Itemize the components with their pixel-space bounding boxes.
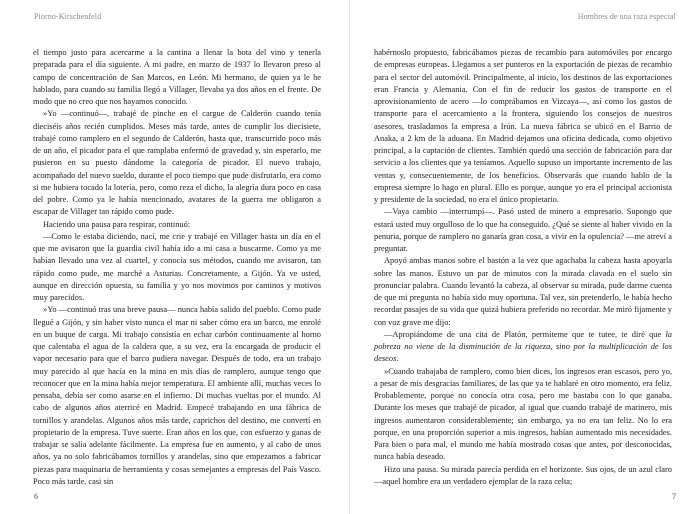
paragraph: el tiempo justo para acercarme a la cantina a llenar la bota del vino y tenerla preparada para el día siguiente. A mi padre, en marzo de 1937 lo llevaron preso al campo de concentración de San Marcos, en León. Mi hermano, de quien ya le he hablado, para cuando su familia llegó a Villager, llevaba ya dos años en el frente. De modo que no creo que nos hayamos conocido. [33,48,321,106]
running-header-title: Hombres de una raza especial [577,12,676,21]
right-page-body [374,47,672,488]
paragraph: »Cuando trabajaba de ramplero, como bien dices, los ingresos eran escasos, pero yo, a pesar de mis desgracias familiares, de las que ya te hablaré en otro momento, era feliz. Probablemente, porque no conocía otra cosa, pero me bastaba con lo que ganaba. Durante los meses que trabajé de picador, al igual que cuando trabajé de marinero, mis ingresos aumentaron considerablemente; sin embargo, ya no era tan feliz. No lo era porque, en una proporción superior a mis ingresos, habían aumentado mis necesidades. Para bien o para mal, el mundo me había mostrado cosas que antes, por desconocidas, nunca había deseado. [374,366,672,462]
paragraph: —Apropiándome de una cita de Platón, permíteme que te tutee, te diré que la pobreza no viene de la disminución de la riqueza, sino por la multiplicación de los deseos. [374,329,672,364]
paragraph: habérnoslo propuesto, fabricábamos piezas de recambio para automóviles por encargo de empresas europeas. Llegamos a ser punteros en la exportación de piezas de recambio para el sector del automóvil. Principalmente, al inicio, los destinos de las exportaciones eran Francia y Alemania. Con el fin de reducir los gastos de transporte en el aprovisionamiento de acero —lo comprábamos en Vizcaya—, así como los gastos de transporte para el acercamiento a la frontera, siguiendo los consejos de nuestros asesores, trasladamos la empresa a Irún. La nueva fábrica se ubicó en el Barrio de Anaka, a 2 km de la aduana. En Madrid dejamos una oficina dedicada, como objetivo principal, a la captación de clientes. También quedó una sección de fabricación para dar servicio a los clientes que ya teníamos. Aquello supuso un importante incremento de las ventas y, consecuentemente, de los beneficios. Observarás que cuando hablo de la empresa siempre lo hago en plural. Ello es porque, aunque yo era el principal accionista y presidente de la sociedad, no era el único propietario. [374,48,672,204]
paragraph: Apoyó ambas manos sobre el bastón a la vez que agachaba la cabeza hasta apoyarla sobre las manos. Estuvo un par de minutos con la mirada clavada en el suelo sin pronunciar palabra. Cuando levantó la cabeza, al observar su mirada, pude darme cuenta de que mi pregunta no había sido muy oportuna. Tal vez, sin pretenderlo, le había hecho recordar pasajes de su vida que quizá hubiera preferido no recordar. Me miró fijamente y con voz grave me dijo: [374,256,672,327]
running-header-author: Piorno-Kirschenfeld [34,12,102,21]
page-number: 6 [34,492,38,501]
paragraph: »Yo —continuó—, trabajé de pinche en el cargue de Calderón cuando tenía dieciséis años recién cumplidos. Meses más tarde, antes de cumplir los diecisiete, trabajé como ramplero en el segundo de Calderón, hasta que, transcurrido poco más de un año, el picador para el que ramplaba enfermó de gravedad y, sin esperarlo, me pusieron en su puesto dándome la categoría de picador. El nuevo trabajo, acompañado del nuevo sueldo, durante el poco tiempo que pude disfrutarlo, era como si me hubiera tocado la lotería, pero, como reza el dicho, la alegría dura poco en casa del pobre. Como ya le había mencionado, avatares de la guerra me obligaron a escapar de Villager tan rápido como pude. [33,109,321,217]
right-page [350,0,700,514]
page-number: 7 [672,492,676,501]
left-page-body [33,47,321,488]
paragraph: »Yo —continuó tras una breve pausa— nunca había salido del pueblo. Como pude llegué a Gijón, y sin haber visto nunca el mar ni saber cómo era un barco, me enrolé en un buque de carga. Mi trabajo consistía en echar carbón continuamente al horno que calentaba el agua de la caldera que, a su vez, era la encargada de producir el vapor necesario para que el barco pudiera navegar. Después de todo, era un trabajo muy parecido al que hacía en la mina en mis días de ramplero, aunque tengo que reconocer que en la mina había mejor temperatura. El ambiente allí, muchas veces lo pensaba, debía ser como asarse en el infierno. Di muchas vueltas por el mundo. Al cabo de algunos años aterricé en Madrid. Empecé trabajando en una fábrica de tornillos y arandelas. Algunos años más tarde, caprichos del destino, me convertí en propietario de la empresa. Tuve suerte. Eran años en los que, con esfuerzo y ganas de trabajar se salía adelante fácilmente. La empresa fue en aumento, y al cabo de unos años, ya no solo fabricábamos tornillos y arandelas, sino que empezamos a fabricar piezas para maquinaria de herramienta y cosas semejantes a empresas del País Vasco. Poco más tarde, casi sin [33,305,321,486]
paragraph: Hizo una pausa. Su mirada parecía perdida en el horizonte. Sus ojos, de un azul claro —aquel hombre era un verdadero ejemplar de la raza celta; [374,464,672,486]
paragraph: —Vaya cambio —interrumpí—. Pasó usted de minero a empresario. Supongo que estará usted muy orgulloso de lo que ha conseguido. ¿Qué se siente al haber vivido en la penuria, porque de ramplero no ganaría gran cosa, a vivir en la opulencia? —me atreví a preguntar. [374,207,672,253]
paragraph: —Como le estaba diciendo, nací, me crie y trabajé en Villager hasta un día en el que me avisaron que la guardia civil había ido a mi casa a buscarme. Como ya me habían llevado una vez al cuartel, y conocía sus métodos, cuando me avisaron, tan rápido como pude, me marché a Asturias. Concretamente, a Gijón. Ya ve usted, aunque en dirección opuesta, su familia y yo nos movimos por caminos y motivos muy parecidos. [33,231,321,302]
paragraph: Haciendo una pausa para respirar, continuó: [43,219,191,229]
